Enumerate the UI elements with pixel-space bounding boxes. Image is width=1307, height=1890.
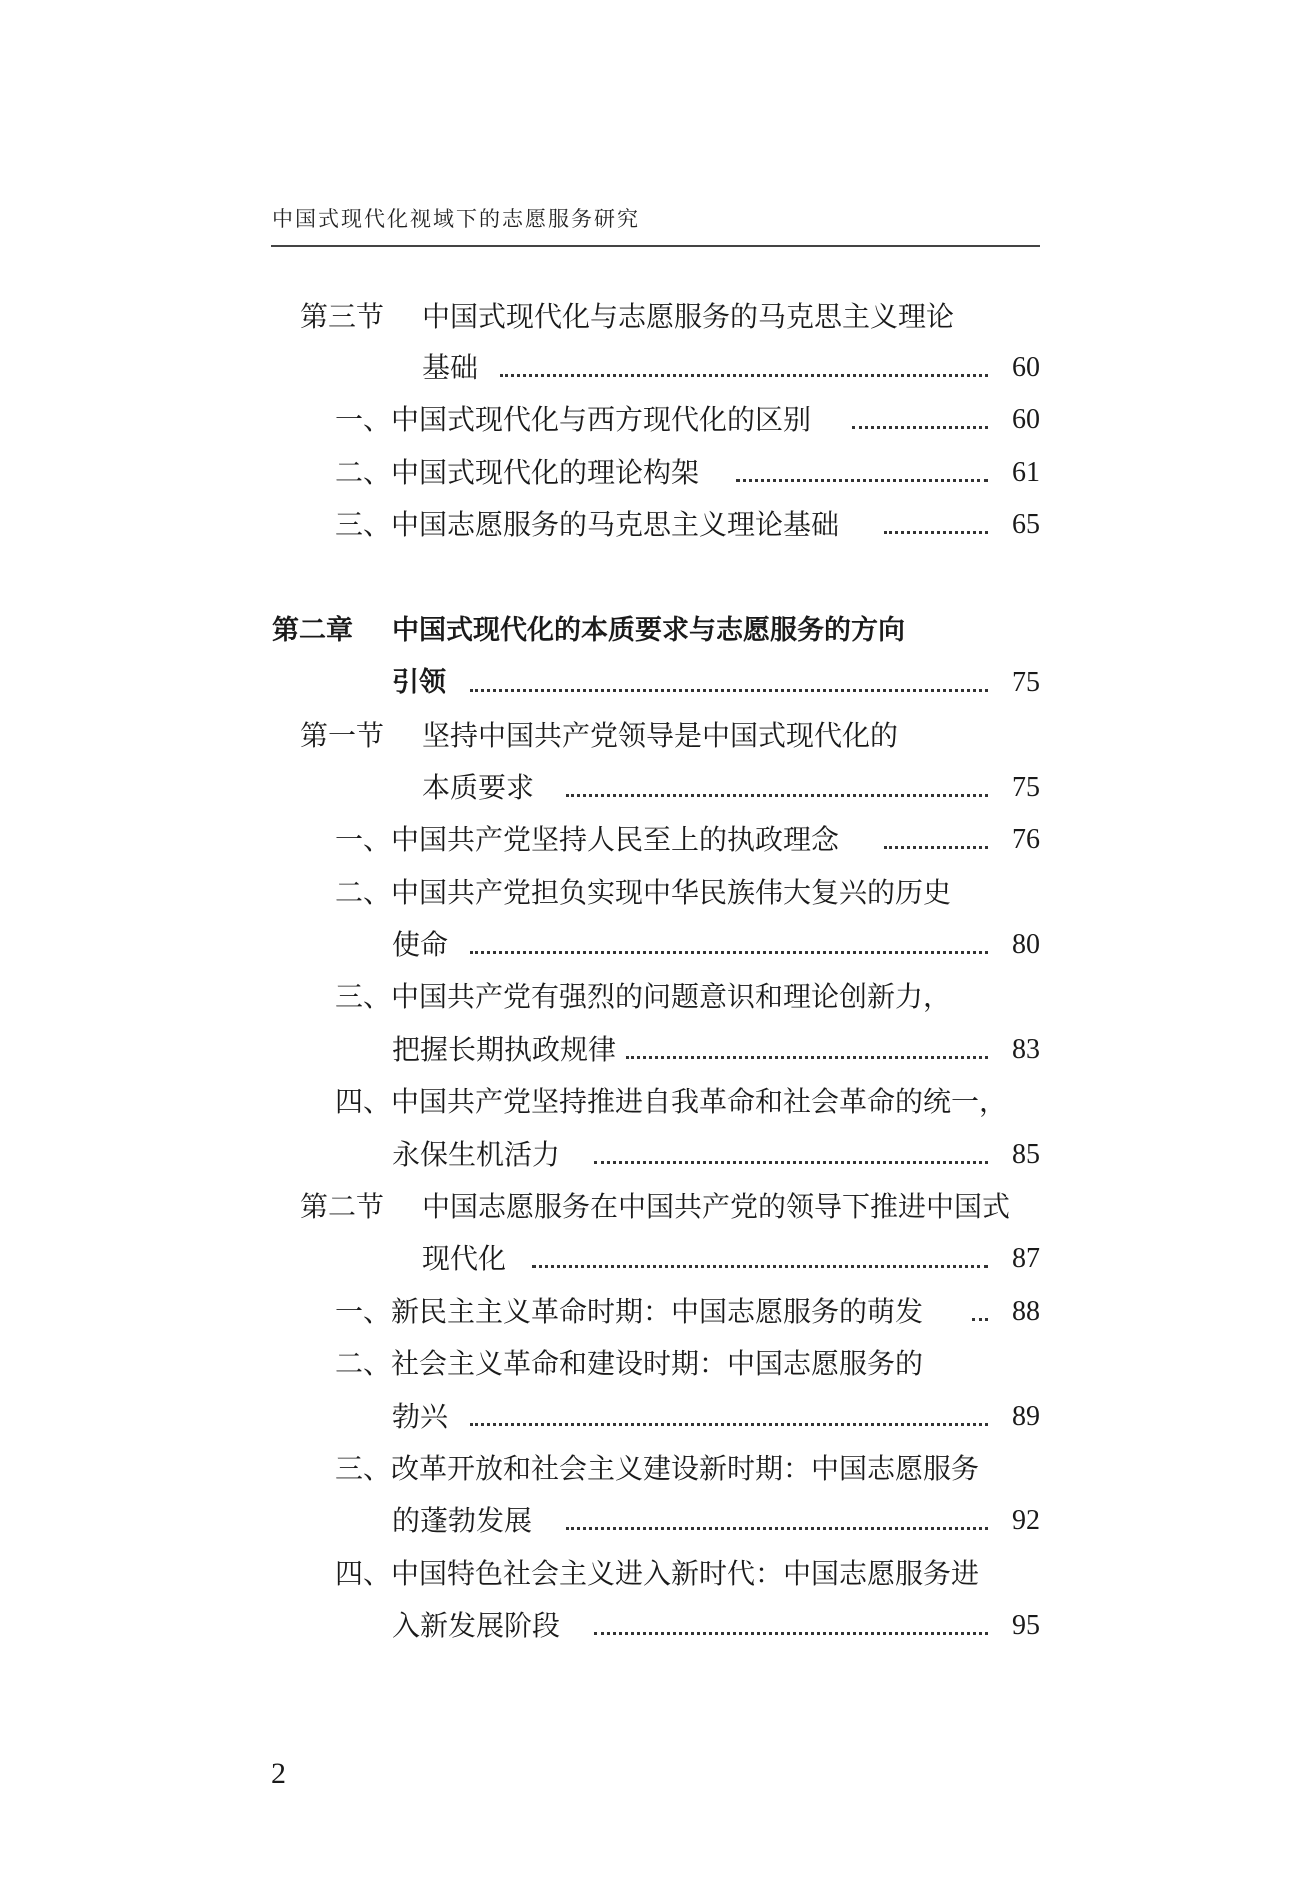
toc-page-number: 60 xyxy=(1012,404,1040,435)
toc-page-number: 61 xyxy=(1012,457,1040,488)
dot-leader xyxy=(500,374,988,377)
toc-page-number: 87 xyxy=(1012,1243,1040,1274)
toc-entry[interactable] xyxy=(0,398,1307,442)
toc-title: 二、中国共产党担负实现中华民族伟大复兴的历史 xyxy=(335,876,952,909)
toc-title-continuation: 入新发展阶段 xyxy=(392,1609,561,1642)
dot-leader xyxy=(594,1161,988,1164)
toc-section-heading xyxy=(0,714,1307,758)
toc-title: 三、改革开放和社会主义建设新时期：中国志愿服务 xyxy=(335,1452,980,1485)
toc-entry-continuation[interactable] xyxy=(0,1604,1307,1648)
toc-label: 第二节 xyxy=(300,1190,385,1223)
toc-title-continuation: 永保生机活力 xyxy=(392,1138,561,1171)
toc-page-number: 83 xyxy=(1012,1034,1040,1065)
toc-entry[interactable] xyxy=(0,451,1307,495)
toc-page-number: 75 xyxy=(1012,667,1040,698)
dot-leader xyxy=(470,689,988,692)
toc-title: 一、中国共产党坚持人民至上的执政理念 xyxy=(335,823,840,856)
dot-leader xyxy=(470,951,988,954)
toc-title-continuation: 现代化 xyxy=(422,1242,507,1275)
toc-title-continuation: 的蓬勃发展 xyxy=(392,1504,533,1537)
toc-label: 第一节 xyxy=(300,719,385,752)
dot-leader xyxy=(532,1265,988,1268)
dot-leader xyxy=(972,1318,988,1321)
toc-entry-continuation[interactable] xyxy=(0,1133,1307,1177)
toc-chapter-title: 中国式现代化的本质要求与志愿服务的方向 xyxy=(392,615,905,646)
toc-label: 第三节 xyxy=(300,300,385,333)
toc-entry xyxy=(0,975,1307,1019)
toc-section-heading xyxy=(0,295,1307,339)
dot-leader xyxy=(566,794,988,797)
toc-page-number: 88 xyxy=(1012,1296,1040,1327)
toc-title: 中国志愿服务在中国共产党的领导下推进中国式 xyxy=(422,1190,1011,1223)
toc-chapter-continuation[interactable] xyxy=(0,661,1307,705)
toc-title: 一、新民主主义革命时期：中国志愿服务的萌发 xyxy=(335,1295,924,1328)
running-header: 中国式现代化视域下的志愿服务研究 xyxy=(272,207,640,231)
toc-title-continuation: 把握长期执政规律 xyxy=(392,1033,617,1066)
toc-title: 四、中国共产党坚持推进自我革命和社会革命的统一， xyxy=(335,1085,1008,1118)
toc-entry xyxy=(0,1342,1307,1386)
toc-entry xyxy=(0,1552,1307,1596)
toc-page-number: 95 xyxy=(1012,1610,1040,1641)
toc-entry[interactable] xyxy=(0,818,1307,862)
toc-title: 二、社会主义革命和建设时期：中国志愿服务的 xyxy=(335,1347,924,1380)
dot-leader xyxy=(852,426,988,429)
toc-title: 坚持中国共产党领导是中国式现代化的 xyxy=(422,719,899,752)
toc-title: 二、中国式现代化的理论构架 xyxy=(335,456,700,489)
dot-leader xyxy=(736,479,988,482)
toc-entry-continuation[interactable] xyxy=(0,923,1307,967)
toc-title: 三、中国志愿服务的马克思主义理论基础 xyxy=(335,508,840,541)
dot-leader xyxy=(626,1056,988,1059)
toc-title-continuation: 本质要求 xyxy=(422,771,535,804)
toc-title: 三、中国共产党有强烈的问题意识和理论创新力， xyxy=(335,980,952,1013)
dot-leader xyxy=(884,531,988,534)
toc-entry-continuation[interactable] xyxy=(0,346,1307,390)
toc-entry-continuation[interactable] xyxy=(0,1395,1307,1439)
toc-entry xyxy=(0,1447,1307,1491)
toc-section-heading xyxy=(0,1185,1307,1229)
page-number: 2 xyxy=(271,1757,286,1790)
toc-title: 一、中国式现代化与西方现代化的区别 xyxy=(335,403,812,436)
toc-title: 四、中国特色社会主义进入新时代：中国志愿服务进 xyxy=(335,1557,980,1590)
toc-chapter-heading xyxy=(0,609,1307,653)
toc-entry[interactable] xyxy=(0,1290,1307,1334)
toc-page-number: 89 xyxy=(1012,1401,1040,1432)
toc-entry-continuation[interactable] xyxy=(0,766,1307,810)
toc-entry xyxy=(0,1080,1307,1124)
toc-title-continuation: 基础 xyxy=(422,351,479,384)
toc-page-number: 92 xyxy=(1012,1505,1040,1536)
toc-title: 中国式现代化与志愿服务的马克思主义理论 xyxy=(422,300,955,333)
toc-entry-continuation[interactable] xyxy=(0,1499,1307,1543)
header-rule xyxy=(271,245,1040,247)
toc-page-number: 65 xyxy=(1012,509,1040,540)
dot-leader xyxy=(884,846,988,849)
toc-entry-continuation[interactable] xyxy=(0,1028,1307,1072)
toc-page-number: 80 xyxy=(1012,929,1040,960)
toc-title-continuation: 勃兴 xyxy=(392,1400,449,1433)
toc-entry-continuation[interactable] xyxy=(0,1237,1307,1281)
dot-leader xyxy=(566,1527,988,1530)
toc-entry xyxy=(0,871,1307,915)
toc-chapter-label: 第二章 xyxy=(272,615,353,646)
toc-title-continuation: 引领 xyxy=(392,667,446,698)
dot-leader xyxy=(594,1632,988,1635)
dot-leader xyxy=(470,1423,988,1426)
toc-page-number: 60 xyxy=(1012,352,1040,383)
toc-page-number: 75 xyxy=(1012,772,1040,803)
toc-page-number: 76 xyxy=(1012,824,1040,855)
toc-title-continuation: 使命 xyxy=(392,928,449,961)
toc-page-number: 85 xyxy=(1012,1139,1040,1170)
toc-entry[interactable] xyxy=(0,503,1307,547)
